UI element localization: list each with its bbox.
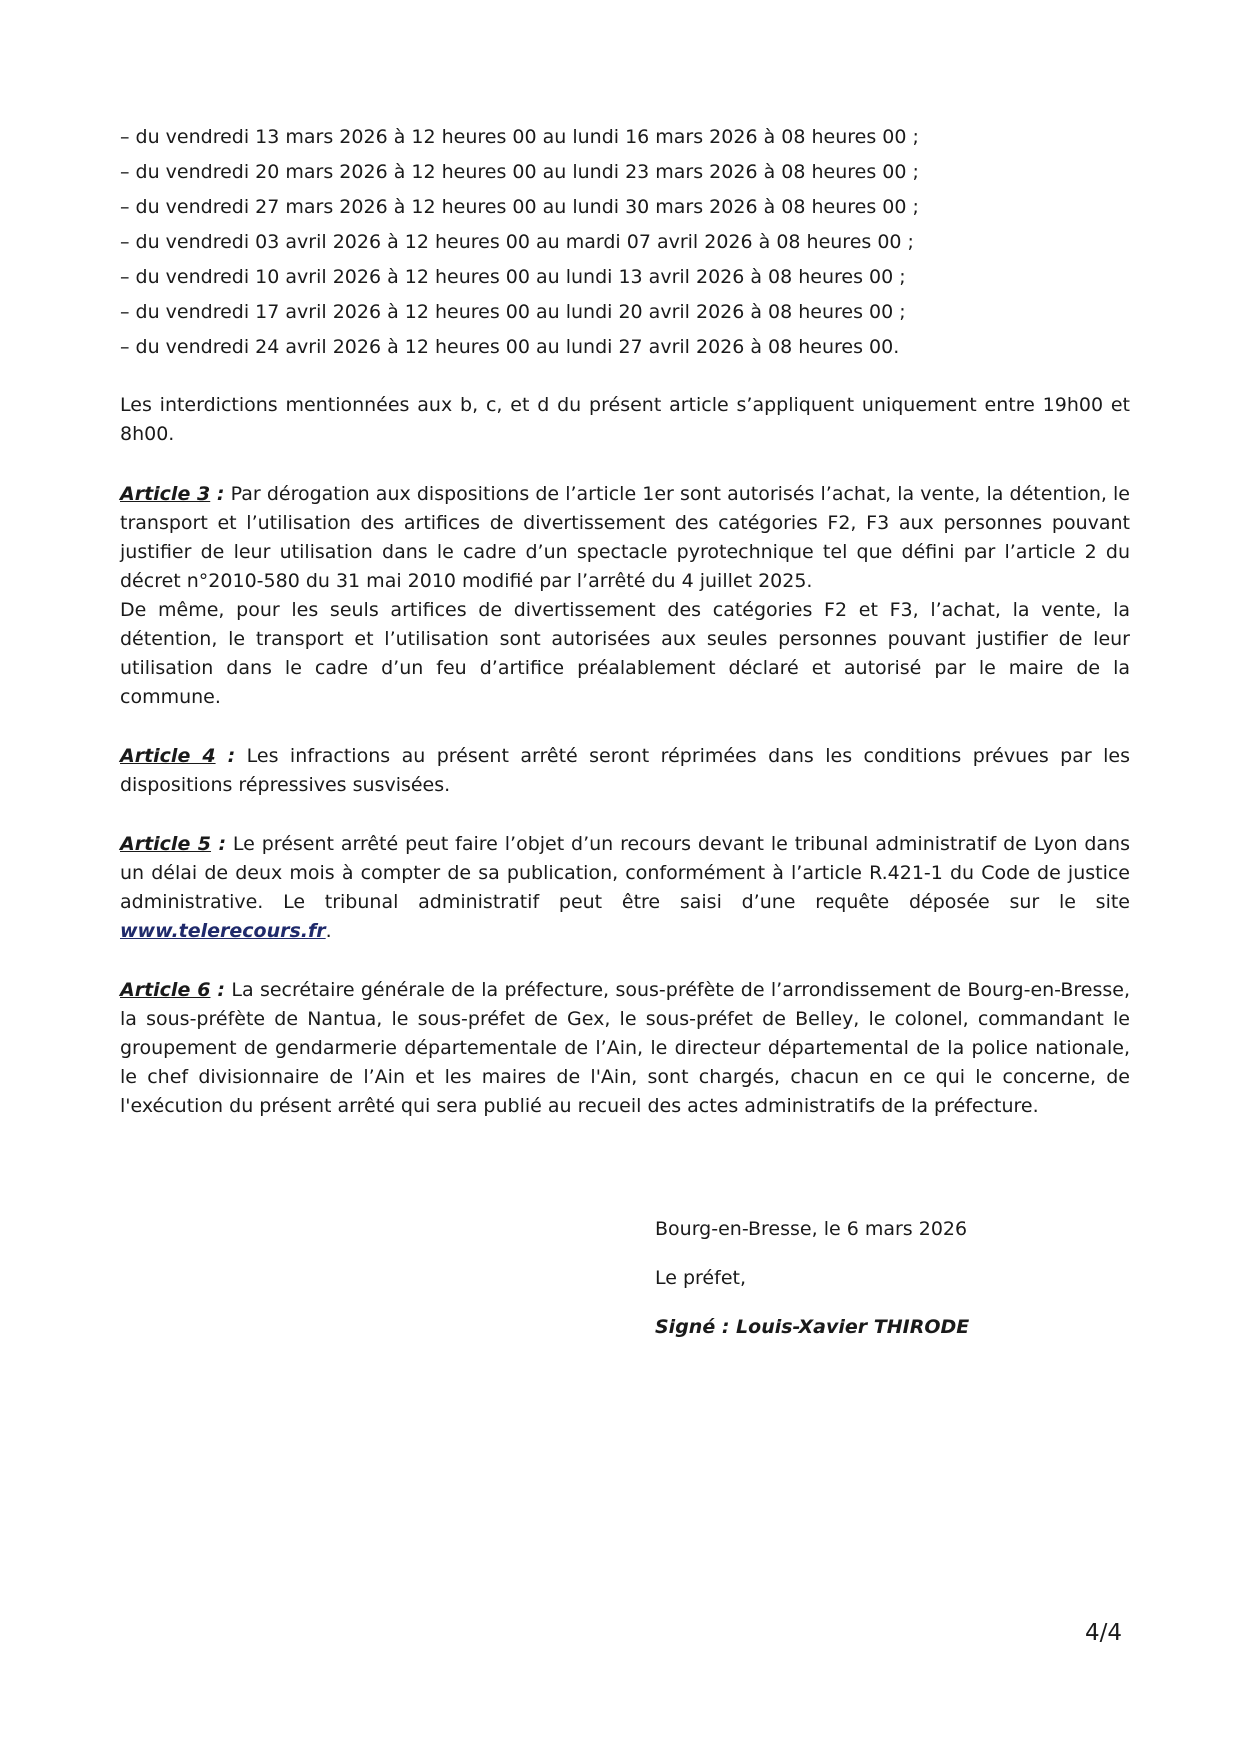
article-3-paragraph [120,480,1130,596]
article-6-paragraph [120,976,1130,1121]
date-item: – du vendredi 24 avril 2026 à 12 heures 00 au lundi 27 avril 2026 à 08 heures 00. [120,336,900,358]
page-number: 4/4 [1085,1620,1123,1646]
interdictions-paragraph: Les interdictions mentionnées aux b, c, et d du présent article s’appliquent uniquement entre 19h00 et 8h00. [120,394,1130,445]
date-item: – du vendredi 10 avril 2026 à 12 heures 00 au lundi 13 avril 2026 à 08 heures 00 ; [120,266,906,288]
date-item: – du vendredi 03 avril 2026 à 12 heures 00 au mardi 07 avril 2026 à 08 heures 00 ; [120,231,914,253]
article-5-colon: : [211,833,227,855]
document-body [120,120,1130,1121]
date-item: – du vendredi 17 avril 2026 à 12 heures 00 au lundi 20 avril 2026 à 08 heures 00 ; [120,301,906,323]
date-item: – du vendredi 20 mars 2026 à 12 heures 00 au lundi 23 mars 2026 à 08 heures 00 ; [120,161,919,183]
article-4-colon: : [215,745,236,767]
article-5-label: Article 5 [120,833,212,855]
article-4-text: Les infractions au présent arrêté seront réprimées dans les conditions prévues par les dispositions répressives susvisées. [120,745,1131,796]
article-4-label: Article 4 [120,745,216,767]
article-3-label: Article 3 [120,483,211,505]
article-6-colon: : [210,979,226,1001]
article-5-end: . [325,920,332,942]
article-3-text: Par dérogation aux dispositions de l’article 1er sont autorisés l’achat, la vente, la détention, le transport et l’utilisation des artifices de divertissement des catégories F2, F3 aux personnes pouvant justifier de leur utilisation dans le cadre d’un spectacle pyrotechnique tel que défini par l’article 2 du décret n°2010-580 du 31 mai 2010 modifié par l’arrêté du 4 juillet 2025. [120,483,1131,592]
article-5-paragraph [120,830,1130,946]
date-item: – du vendredi 13 mars 2026 à 12 heures 00 au lundi 16 mars 2026 à 08 heures 00 ; [120,126,919,148]
article-5-text: Le présent arrêté peut faire l’objet d’un recours devant le tribunal administratif de Lyon dans un délai de deux mois à compter de sa publication, conformément à l’article R.421-1 du Code de justice administrative. Le tribunal administratif peut être saisi d’une requête déposée sur le site [120,833,1130,913]
signatory-name: Signé : Louis-Xavier THIRODE [655,1316,970,1338]
article-4-paragraph [120,742,1130,800]
signature-block [655,1216,1105,1340]
telerecours-link[interactable]: www.telerecours.fr [120,920,326,942]
date-item: – du vendredi 27 mars 2026 à 12 heures 00 au lundi 30 mars 2026 à 08 heures 00 ; [120,196,919,218]
place-date: Bourg-en-Bresse, le 6 mars 2026 [655,1218,968,1240]
article-3-colon: : [210,483,225,505]
date-list [120,120,1130,365]
signatory-title: Le préfet, [655,1267,746,1289]
article-3-continuation: De même, pour les seuls artifices de divertissement des catégories F2 et F3, l’achat, la vente, la détention, le transport et l’utilisation sont autorisées aux seules personnes pouvant justifier de leur utilisation dans le cadre d’un feu d’artifice préalablement déclaré et autorisé par le maire de la commune. [120,599,1130,708]
article-6-label: Article 6 [120,979,211,1001]
article-6-text: La secrétaire générale de la préfecture, sous-préfète de l’arrondissement de Bourg-en-Bresse, la sous-préfète de Nantua, le sous-préfet de Gex, le sous-préfet de Belley, le colonel, commandant le groupement de gendarmerie départementale de l’Ain, le directeur départemental de la police nationale, le chef divisionnaire de l’Ain et les maires de l'Ain, sont chargés, chacun en ce qui le concerne, de l'exécution du présent arrêté qui sera publié au recueil des actes administratifs de la préfecture. [120,979,1130,1117]
